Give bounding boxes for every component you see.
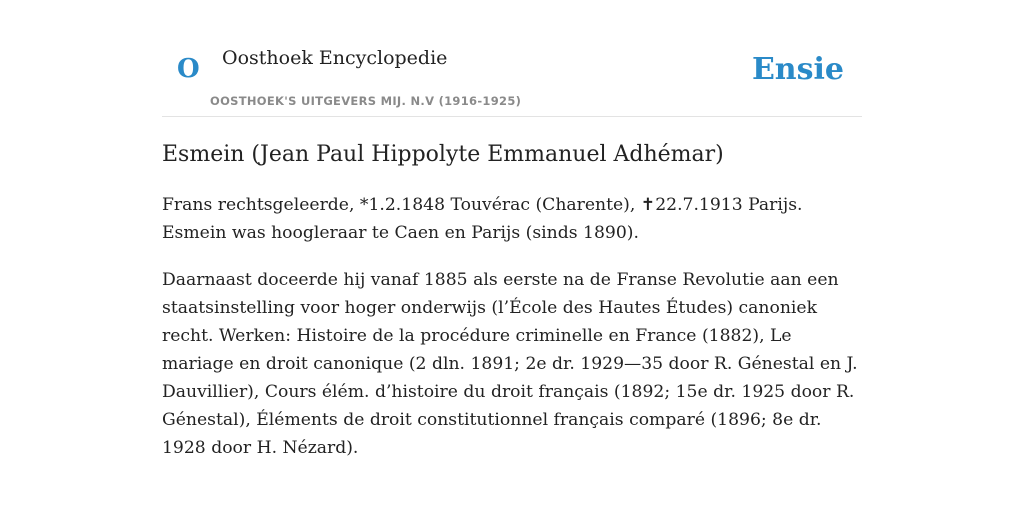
entry-paragraph: Daarnaast doceerde hij vanaf 1885 als eerste na de Franse Revolutie aan een staatsinstelling voor hoger onderwijs (l’École des Hautes Études) canoniek recht. Werken: Histoire de la procédure criminelle en France (1882), Le mariage en droit canonique (2 dln. 1891; 2e dr. 1929—35 door R. Génestal en J. Dauvillier), Cours élém. d’histoire du droit français (1892; 15e dr. 1925 door R. Génestal), Éléments de droit constitutionnel français comparé (1896; 8e dr. 1928 door H. Nézard).	[162, 270, 858, 458]
brand-logo-link[interactable]: Ensie	[751, 52, 844, 87]
entry-title: Esmein (Jean Paul Hippolyte Emmanuel Adhémar)	[162, 142, 724, 167]
site-name[interactable]: Oosthoek Encyclopedie	[222, 47, 448, 69]
encyclopedia-entry	[162, 137, 862, 462]
site-header	[162, 0, 862, 117]
publisher-label: OOSTHOEK'S UITGEVERS MIJ. N.V (1916-1925)	[210, 94, 522, 108]
logo-icon: O	[177, 54, 200, 84]
entry-paragraph: Frans rechtsgeleerde, *1.2.1848 Touvérac (Charente), ✝22.7.1913 Parijs. Esmein was hoogleraar te Caen en Parijs (sinds 1890).	[162, 195, 803, 243]
